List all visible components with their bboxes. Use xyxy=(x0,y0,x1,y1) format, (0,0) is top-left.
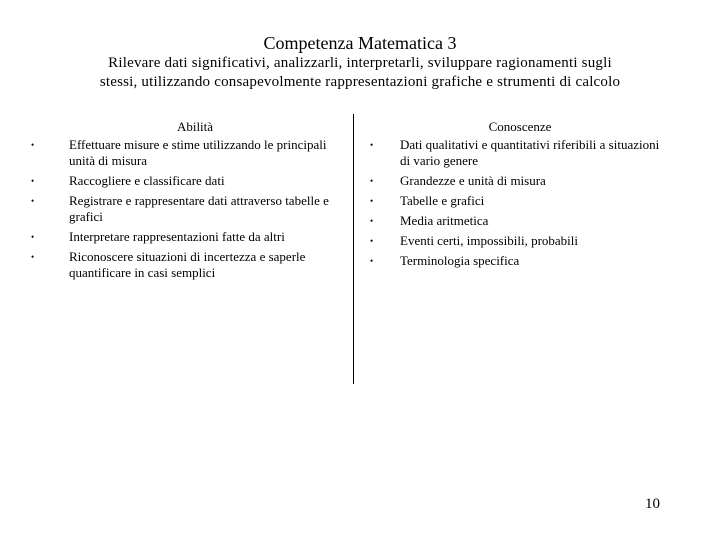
conoscenze-item-text: Eventi certi, impossibili, probabili xyxy=(400,233,579,248)
page-number: 10 xyxy=(645,496,660,512)
bullet-icon: • xyxy=(31,196,35,206)
conoscenze-heading: Conoscenze xyxy=(488,119,552,134)
abilita-item xyxy=(30,193,350,225)
bullet-icon: • xyxy=(31,252,35,262)
conoscenze-item-text: Terminologia specifica xyxy=(400,253,520,268)
abilita-item-text: Raccogliere e classificare dati xyxy=(69,173,225,188)
bullet-icon: • xyxy=(370,196,374,206)
subtitle-line-1: Rilevare dati significativi, analizzarli, interpretarli, sviluppare ragionamenti sugli xyxy=(108,55,612,71)
bullet-icon: • xyxy=(370,216,374,226)
abilita-item-text: Registrare e rappresentare dati attraverso tabelle e grafici xyxy=(69,193,329,224)
conoscenze-item xyxy=(362,193,662,209)
conoscenze-item xyxy=(362,253,662,269)
conoscenze-item xyxy=(362,213,662,229)
abilita-item xyxy=(30,173,350,189)
abilita-item-text: Riconoscere situazioni di incertezza e saperle quantificare in casi semplici xyxy=(69,249,306,280)
abilita-heading: Abilità xyxy=(176,119,214,134)
bullet-icon: • xyxy=(370,176,374,186)
abilita-list xyxy=(30,137,350,281)
bullet-icon: • xyxy=(31,140,35,150)
conoscenze-column xyxy=(362,117,662,273)
conoscenze-item-text: Media aritmetica xyxy=(400,213,489,228)
conoscenze-item xyxy=(362,233,662,249)
bullet-icon: • xyxy=(31,176,35,186)
bullet-icon: • xyxy=(370,140,374,150)
abilita-item-text: Effettuare misure e stime utilizzando le principali unità di misura xyxy=(69,137,327,168)
conoscenze-item-text: Tabelle e grafici xyxy=(400,193,485,208)
conoscenze-item xyxy=(362,173,662,189)
abilita-item xyxy=(30,229,350,245)
abilita-item-text: Interpretare rappresentazioni fatte da altri xyxy=(69,229,285,244)
bullet-icon: • xyxy=(370,256,374,266)
slide-subtitle xyxy=(40,54,680,92)
subtitle-line-2: stessi, utilizzando consapevolmente rappresentazioni grafiche e strumenti di calcolo xyxy=(99,74,621,90)
conoscenze-item xyxy=(362,137,662,169)
conoscenze-list xyxy=(362,137,662,269)
column-divider xyxy=(353,114,354,384)
bullet-icon: • xyxy=(370,236,374,246)
conoscenze-item-text: Dati qualitativi e quantitativi riferibili a situazioni di vario genere xyxy=(400,137,660,168)
conoscenze-item-text: Grandezze e unità di misura xyxy=(400,173,546,188)
bullet-icon: • xyxy=(31,232,35,242)
slide-title: Competenza Matematica 3 xyxy=(263,33,457,53)
abilita-column xyxy=(30,117,350,285)
abilita-item xyxy=(30,137,350,169)
abilita-item xyxy=(30,249,350,281)
